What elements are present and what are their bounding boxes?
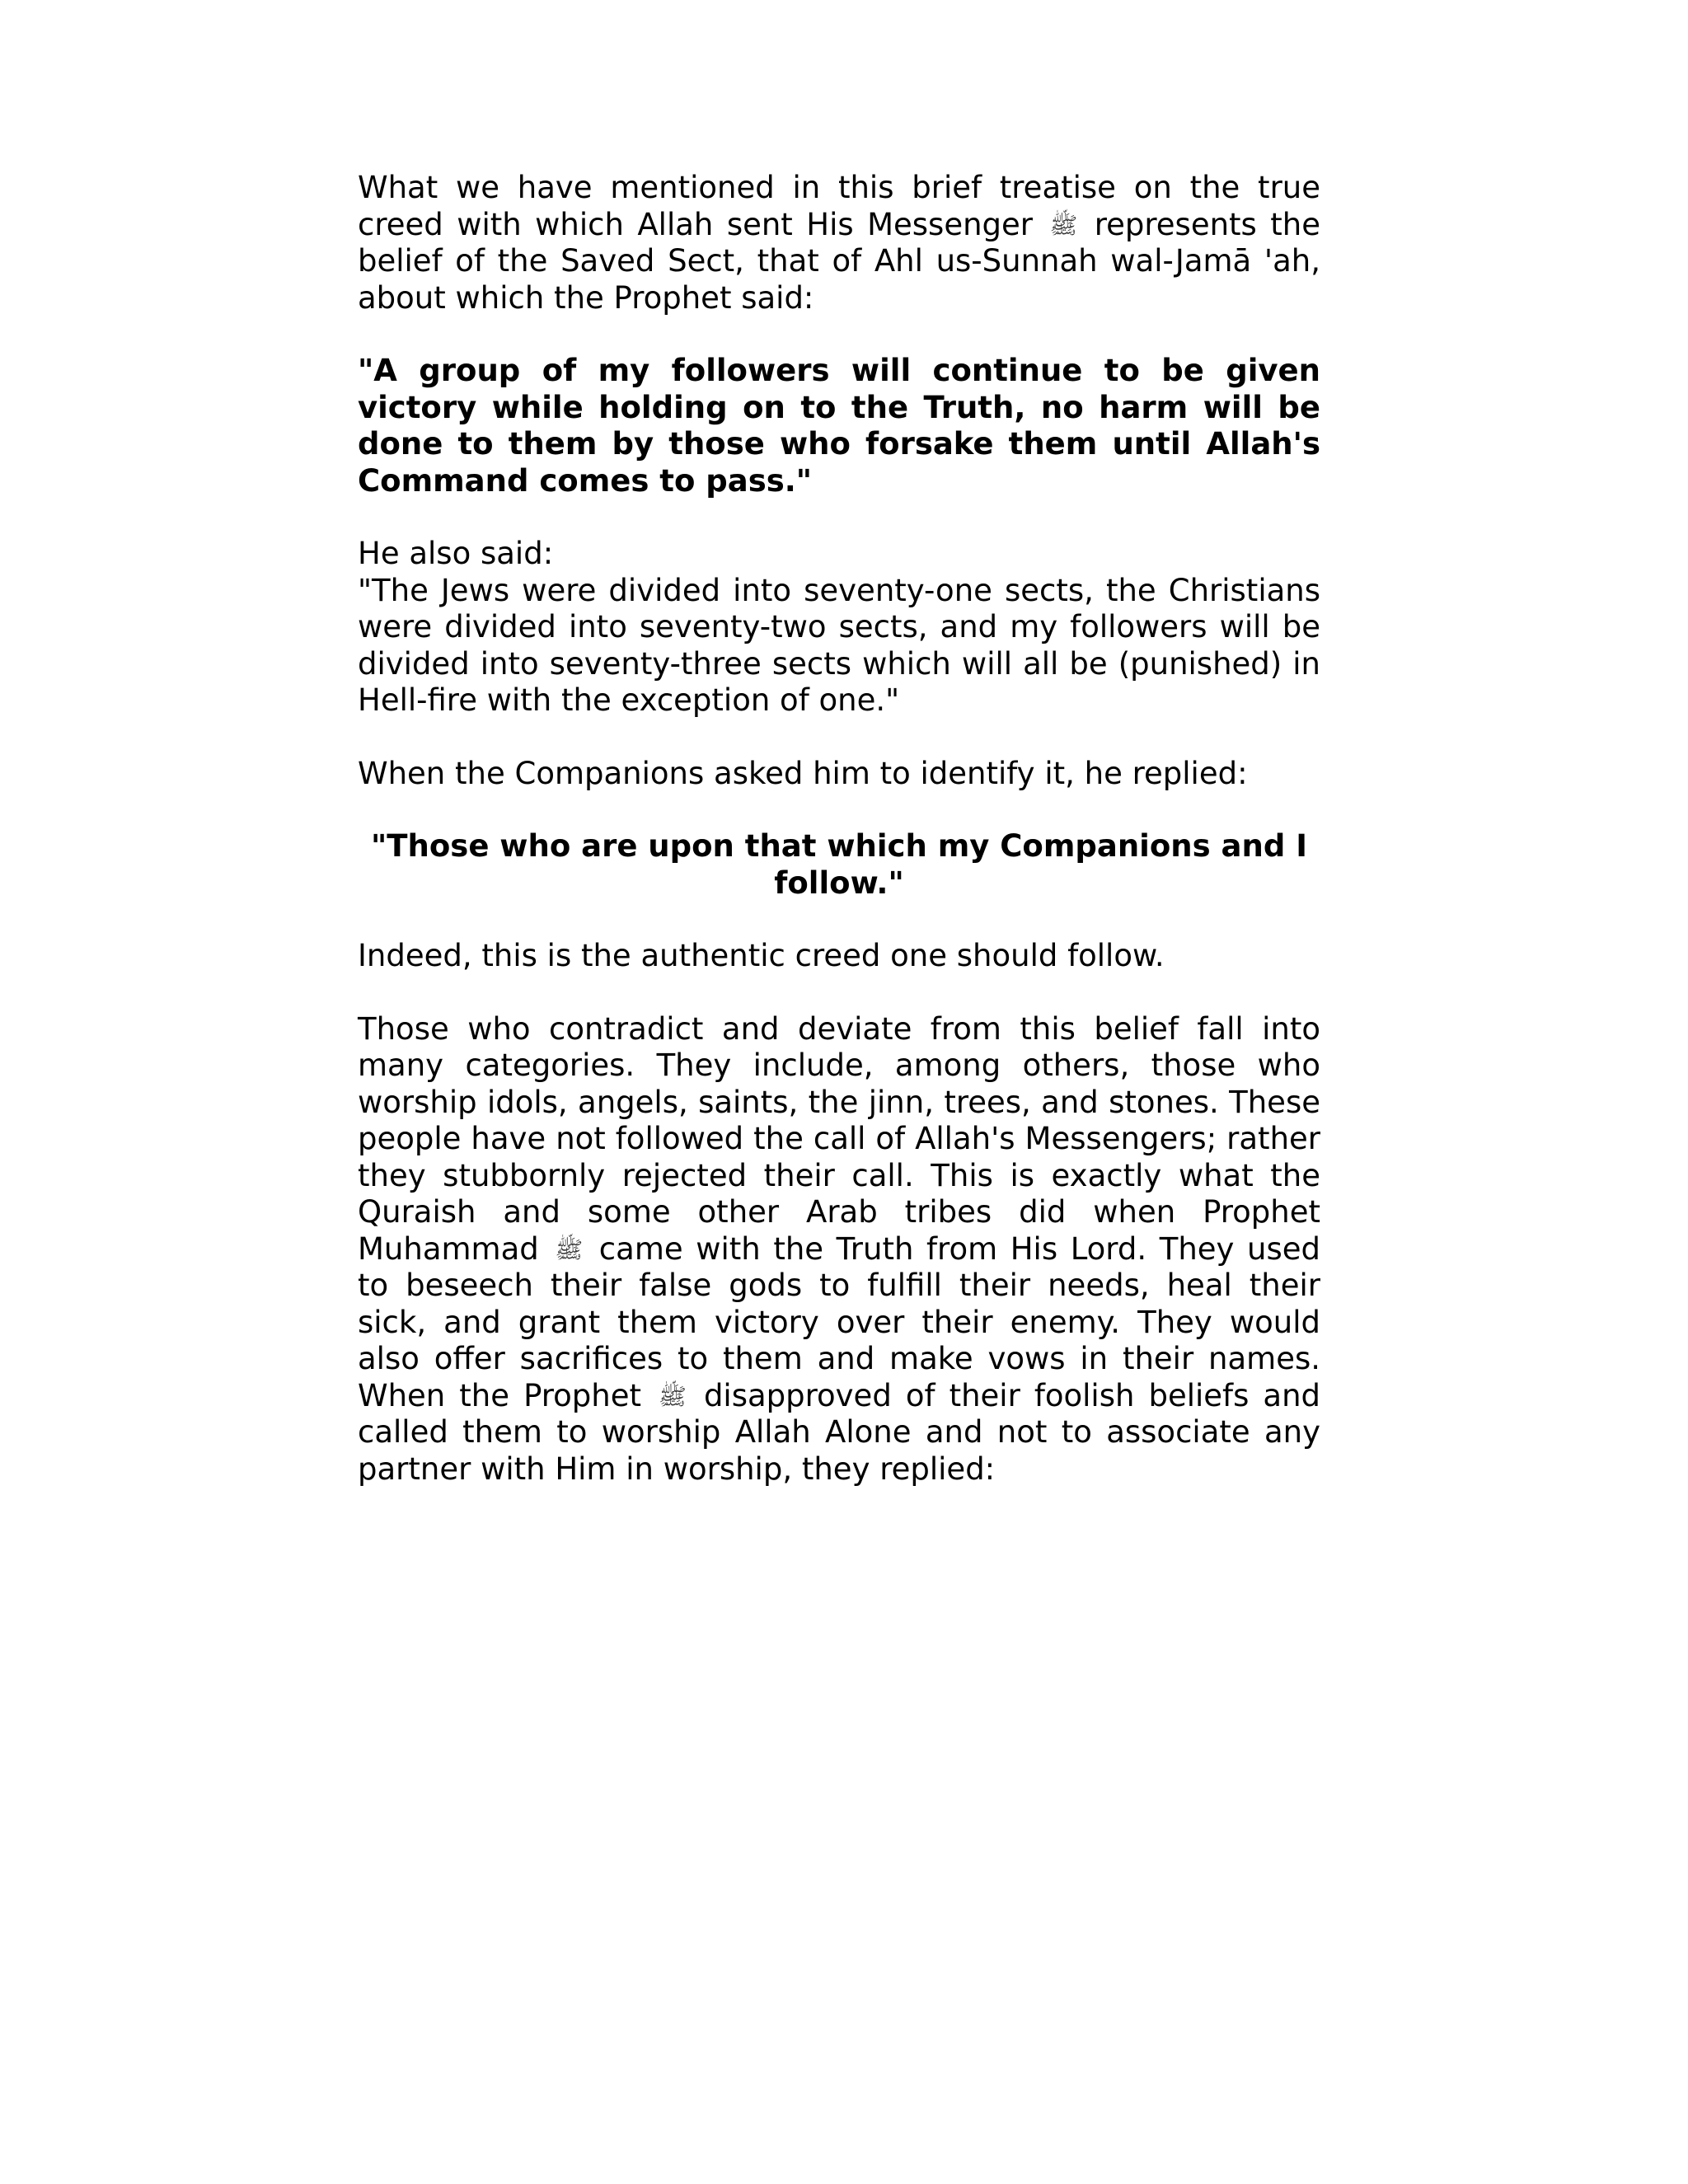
paragraph-he-also-said: He also said: — [358, 536, 554, 571]
paragraph-deviators — [358, 1011, 1320, 1488]
document-page — [358, 170, 1320, 1524]
paragraph-companions-asked: When the Companions asked him to identify it, he replied: — [358, 755, 1248, 791]
deviators-text-part-1: Those who contradict and deviate from this belief fall into many categories. They include, among others, those who worship idols, angels, saints, the jinn, trees, and stones. These people have not followed the call of Allah's Messengers; rather they stubbornly rejected their call. This is exactly what the Quraish and some other Arab tribes did when Prophet Muhammad — [358, 1010, 1320, 1267]
hadith-quote-victory: "A group of my followers will continue to be given victory while holding on to the Truth, no harm will be done to them by those who forsake them until Allah's Command comes to pass." — [358, 353, 1320, 499]
deviators-text-part-3: disapproved of their foolish beliefs and called them to worship Allah Alone and not to associate any partner with Him in worship, they replied: — [358, 1377, 1321, 1487]
salawat-honorific-icon: ﷺ — [659, 1382, 687, 1410]
salawat-honorific-icon: ﷺ — [555, 1235, 584, 1263]
intro-text-part-1: What we have mentioned in this brief treatise on the true creed with which Allah sent His Messenger — [358, 170, 1320, 242]
deviators-text-part-2: came with the Truth from His Lord. They used to beseech their false gods to fulfill their needs, heal their sick, and grant them victory over their enemy. They would also offer sacrifices to them and make vows in their names. When the Prophet — [358, 1230, 1321, 1413]
paragraph-authentic-creed: Indeed, this is the authentic creed one should follow. — [358, 938, 1165, 973]
hadith-quote-sects: "The Jews were divided into seventy-one sects, the Christians were divided into seventy-two sects, and my followers will be divided into seventy-three sects which will all be (punished) in Hell-fire with the exception of one." — [358, 572, 1320, 718]
hadith-quote-companions: "Those who are upon that which my Companions and I follow." — [371, 828, 1307, 901]
paragraph-intro — [358, 170, 1320, 316]
salawat-honorific-icon: ﷺ — [1049, 211, 1078, 239]
intro-text-part-2: represents the belief of the Saved Sect, that of Ahl us-Sunnah wal-Jamā 'ah, about which the Prophet said: — [358, 206, 1320, 316]
